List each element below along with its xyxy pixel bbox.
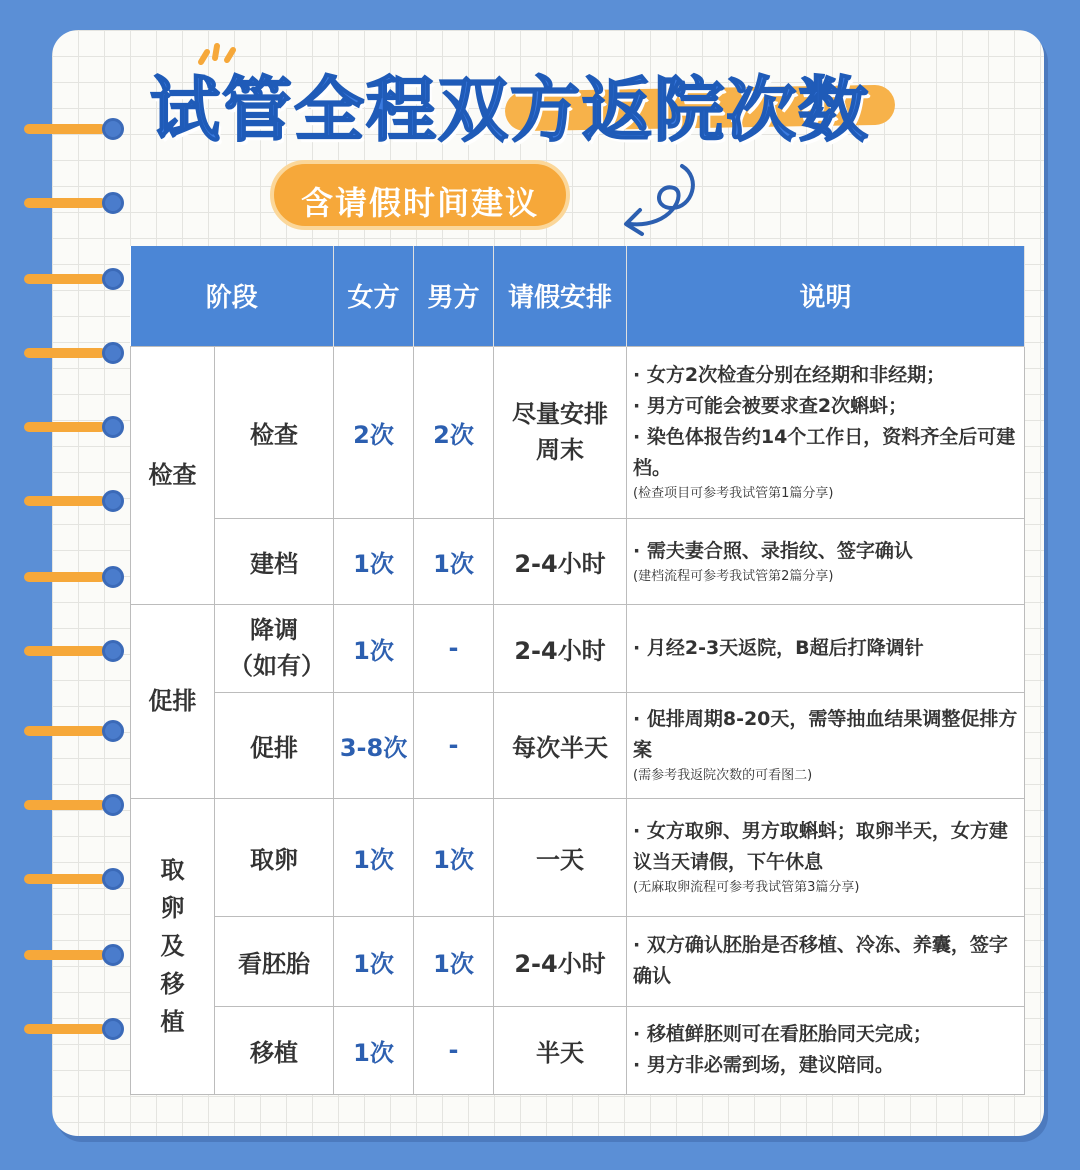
leave-cell: 2-4小时 bbox=[494, 916, 627, 1006]
step-cell: 检查 bbox=[215, 346, 334, 518]
notes-cell bbox=[627, 346, 1025, 518]
binding-ring bbox=[24, 342, 120, 364]
note-line: · 促排周期8-20天，需等抽血结果调整促排方案 bbox=[633, 708, 1018, 761]
notes-cell bbox=[627, 1006, 1025, 1094]
note-line: · 月经2-3天返院，B超后打降调针 bbox=[633, 636, 924, 659]
male-count: - bbox=[414, 1006, 494, 1094]
reference-note: (检查项目可参考我试管第1篇分享) bbox=[633, 486, 834, 501]
header-female: 女方 bbox=[334, 246, 414, 346]
step-cell: 取卵 bbox=[215, 798, 334, 916]
reference-note: (需参考我返院次数的可看图二) bbox=[633, 768, 813, 783]
male-count: 1次 bbox=[414, 916, 494, 1006]
binding-ring bbox=[24, 944, 120, 966]
notes-cell bbox=[627, 604, 1025, 692]
binding-ring bbox=[24, 1018, 120, 1040]
group-retrieval: 取卵及移植 bbox=[131, 798, 215, 1094]
subtitle-pill bbox=[270, 160, 570, 230]
male-count: - bbox=[414, 692, 494, 798]
notes-cell bbox=[627, 916, 1025, 1006]
male-count: 1次 bbox=[414, 518, 494, 604]
note-line: · 女方2次检查分别在经期和非经期； bbox=[633, 364, 946, 386]
table-row bbox=[131, 692, 1025, 798]
binding-ring bbox=[24, 490, 120, 512]
step-cell: 移植 bbox=[215, 1006, 334, 1094]
female-count: 1次 bbox=[334, 1006, 414, 1094]
female-count: 1次 bbox=[334, 518, 414, 604]
male-count: 2次 bbox=[414, 346, 494, 518]
group-check: 检查 bbox=[131, 346, 215, 604]
notes-cell bbox=[627, 692, 1025, 798]
binding-ring bbox=[24, 794, 120, 816]
step-cell: 降调（如有） bbox=[215, 604, 334, 692]
leave-cell: 2-4小时 bbox=[494, 604, 627, 692]
step-cell: 促排 bbox=[215, 692, 334, 798]
female-count: 2次 bbox=[334, 346, 414, 518]
note-line: · 男方可能会被要求查2次蝌蚪； bbox=[633, 395, 908, 417]
table-row bbox=[131, 916, 1025, 1006]
page-title: 试管全程双方返院次数 bbox=[150, 69, 870, 151]
table-header-row bbox=[131, 246, 1025, 346]
note-line: · 男方非必需到场，建议陪同。 bbox=[633, 1054, 894, 1076]
binding-ring bbox=[24, 566, 120, 588]
reference-note: (建档流程可参考我试管第2篇分享) bbox=[633, 568, 834, 584]
reference-note: (无麻取卵流程可参考我试管第3篇分享) bbox=[633, 880, 860, 895]
note-line: · 女方取卵、男方取蝌蚪；取卵半天，女方建议当天请假，下午休息 bbox=[633, 820, 1008, 873]
leave-cell: 每次半天 bbox=[494, 692, 627, 798]
header-leave: 请假安排 bbox=[494, 246, 627, 346]
step-cell: 建档 bbox=[215, 518, 334, 604]
group-stim: 促排 bbox=[131, 604, 215, 798]
male-count: 1次 bbox=[414, 798, 494, 916]
female-count: 1次 bbox=[334, 916, 414, 1006]
notes-cell bbox=[627, 518, 1025, 604]
binding-ring bbox=[24, 118, 120, 140]
leave-cell: 一天 bbox=[494, 798, 627, 916]
table-row bbox=[131, 604, 1025, 692]
visit-schedule-table bbox=[130, 246, 1025, 1095]
binding-ring bbox=[24, 268, 120, 290]
female-count: 3-8次 bbox=[334, 692, 414, 798]
note-line: · 需夫妻合照、录指纹、签字确认 bbox=[633, 539, 913, 562]
note-line: · 染色体报告约14个工作日，资料齐全后可建档。 bbox=[633, 426, 1016, 479]
leave-cell: 尽量安排周末 bbox=[494, 346, 627, 518]
note-line: · 双方确认胚胎是否移植、冷冻、养囊，签字确认 bbox=[633, 934, 1008, 987]
notes-cell bbox=[627, 798, 1025, 916]
leave-cell: 半天 bbox=[494, 1006, 627, 1094]
binding-ring bbox=[24, 416, 120, 438]
binding-ring bbox=[24, 868, 120, 890]
table-row bbox=[131, 798, 1025, 916]
curly-arrow-icon bbox=[612, 158, 702, 242]
header-notes: 说明 bbox=[627, 246, 1025, 346]
note-line: · 移植鲜胚则可在看胚胎同天完成； bbox=[633, 1023, 932, 1045]
binding-ring bbox=[24, 192, 120, 214]
step-cell: 看胚胎 bbox=[215, 916, 334, 1006]
table-row bbox=[131, 1006, 1025, 1094]
female-count: 1次 bbox=[334, 604, 414, 692]
female-count: 1次 bbox=[334, 798, 414, 916]
subtitle: 含请假时间建议 bbox=[300, 184, 539, 222]
table-row bbox=[131, 518, 1025, 604]
binding-ring bbox=[24, 640, 120, 662]
binding-ring bbox=[24, 720, 120, 742]
header-stage: 阶段 bbox=[131, 246, 334, 346]
male-count: - bbox=[414, 604, 494, 692]
header-male: 男方 bbox=[414, 246, 494, 346]
table-row bbox=[131, 346, 1025, 518]
leave-cell: 2-4小时 bbox=[494, 518, 627, 604]
